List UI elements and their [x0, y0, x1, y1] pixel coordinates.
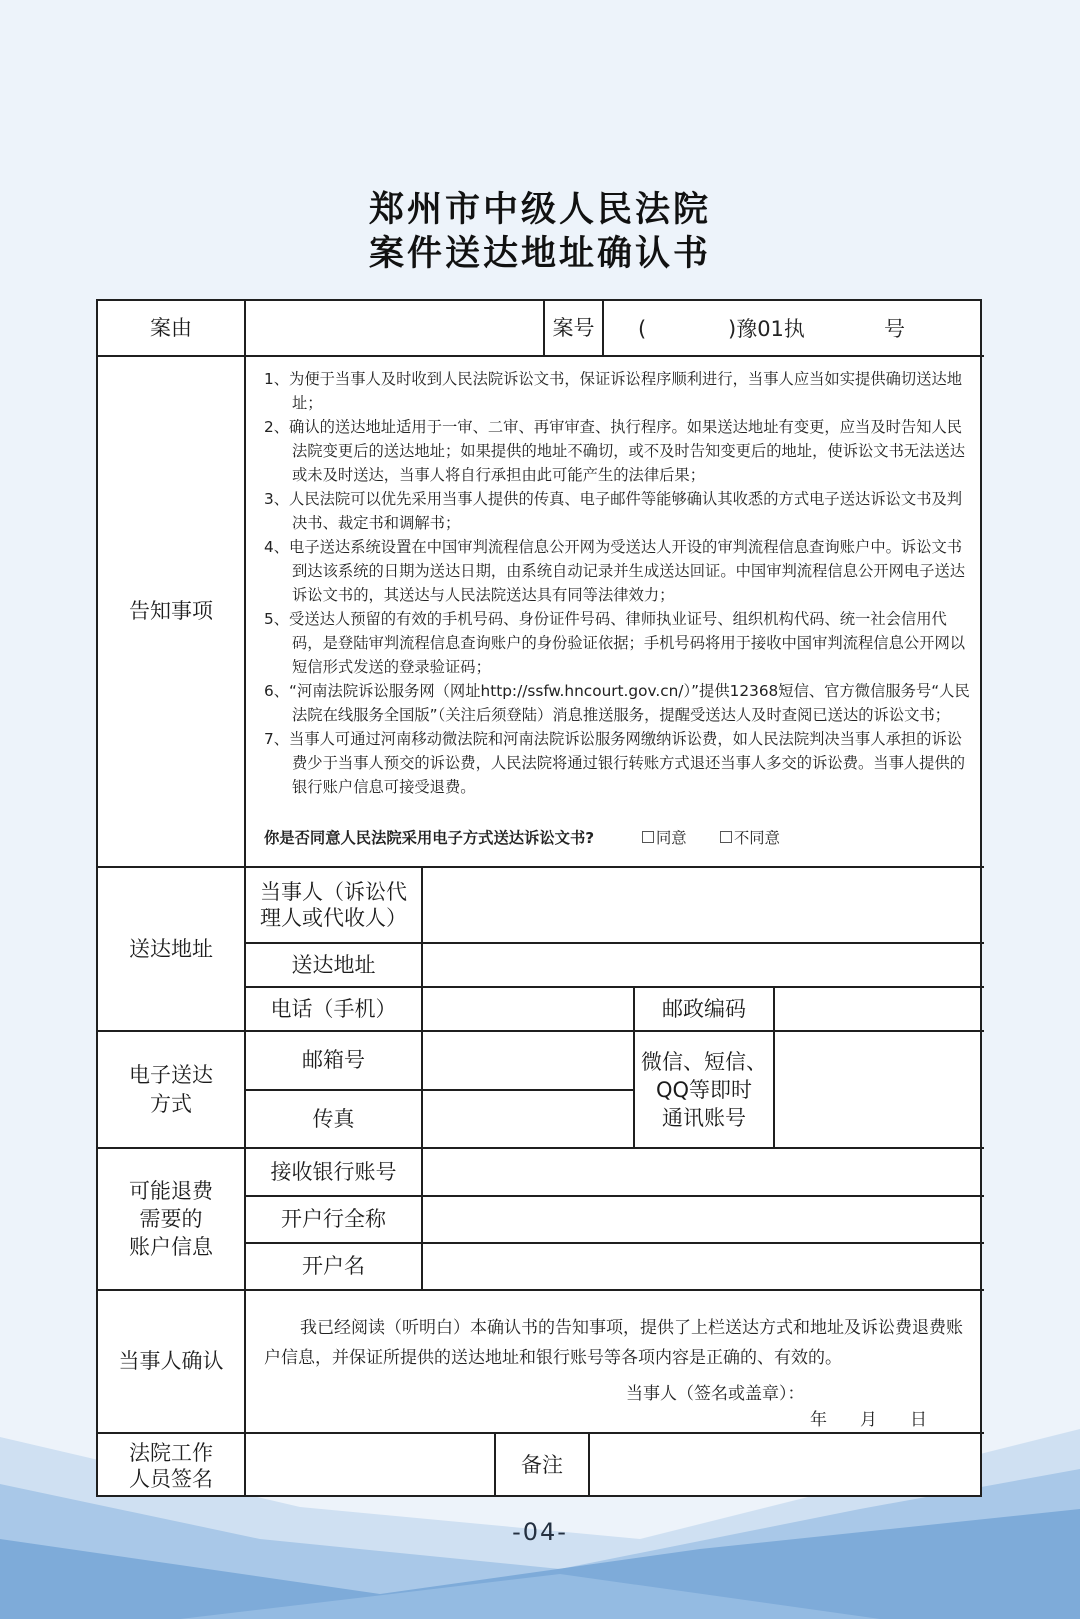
address-section-label: 送达地址 — [129, 936, 213, 961]
consent-question: 你是否同意人民法院采用电子方式送达诉讼文书? — [264, 829, 595, 847]
staff-label-line: 法院工作 — [129, 1440, 213, 1465]
confirmation-statement — [264, 1313, 976, 1373]
refund-label-line: 需要的 — [139, 1207, 203, 1231]
refund-label-line: 可能退费 — [129, 1179, 213, 1203]
email-field[interactable] — [423, 1032, 633, 1089]
fax-label: 传真 — [312, 1106, 355, 1131]
staff-label-line: 人员签名 — [129, 1466, 213, 1491]
refund-label-line: 账户信息 — [129, 1235, 213, 1259]
case-cause-label: 案由 — [150, 315, 192, 340]
party-field[interactable] — [423, 868, 980, 942]
disagree-checkbox[interactable] — [720, 831, 732, 843]
im-label-line: QQ等即时 — [655, 1077, 753, 1102]
agree-option[interactable] — [642, 826, 687, 848]
bank-name-label: 开户行全称 — [281, 1207, 386, 1231]
remark-label: 备注 — [521, 1453, 563, 1477]
notice-item: 1、为便于当事人及时收到人民法院诉讼文书，保证诉讼程序顺利进行，当事人应当如实提供确切送达地址； — [264, 370, 963, 412]
title-document-name: 案件送达地址确认书 — [368, 233, 711, 274]
bank-name-field[interactable] — [423, 1197, 980, 1242]
signature-prompt: 当事人（签名或盖章）： — [626, 1384, 805, 1404]
case-number-label: 案号 — [552, 315, 595, 340]
date-month-label: 月 — [860, 1410, 877, 1430]
court-staff-signature-field[interactable] — [246, 1434, 494, 1497]
phone-label: 电话（手机） — [270, 996, 397, 1021]
notice-item: 4、电子送达系统设置在中国审判流程信息公开网为受送达人开设的审判流程信息查询账户中。诉讼文书到达该系统的日期为送达日期，由系统自动记录并生成送达回证。中国审判流程信息公开网电子送达诉讼文书的，其送达与人民法院送达具有同等法律效力； — [264, 538, 966, 604]
party-label-line: 理人或代收人） — [260, 906, 407, 930]
notice-item: 6、“河南法院诉讼服务网（网址http://ssfw.hncourt.gov.cn/）”提供12368短信、官方微信服务号“人民法院在线服务全国版”（关注后须登陆）消息推送服务，提醒受送达人及时查阅已送达的诉讼文书； — [264, 682, 970, 724]
disagree-option[interactable] — [720, 826, 780, 848]
agree-checkbox[interactable] — [642, 831, 654, 843]
notice-item: 3、人民法院可以优先采用当事人提供的传真、电子邮件等能够确认其收悉的方式电子送达诉讼文书及判决书、裁定书和调解书； — [264, 490, 963, 532]
date-year-label: 年 — [810, 1410, 827, 1430]
phone-field[interactable] — [423, 988, 633, 1030]
electronic-method-label — [98, 1032, 244, 1147]
disagree-label: 不同意 — [734, 829, 780, 847]
case-cause-field[interactable] — [246, 301, 543, 355]
refund-account-label — [98, 1149, 244, 1289]
im-label-line: 通讯账号 — [662, 1105, 746, 1130]
im-label-line: 微信、短信、 — [641, 1049, 767, 1074]
postcode-label: 邮政编码 — [662, 996, 746, 1021]
case-number-suffix: 号 — [884, 317, 905, 341]
electronic-label-line: 电子送达 — [129, 1062, 213, 1087]
case-number-open-paren: ( — [638, 317, 647, 341]
bank-account-label: 接收银行账号 — [270, 1159, 397, 1184]
notice-label: 告知事项 — [129, 599, 213, 623]
delivery-address-field[interactable] — [423, 944, 980, 986]
notice-item: 2、确认的送达地址适用于一审、二审、再审审查、执行程序。如果送达地址有变更，应当及时告知人民法院变更后的送达地址；如果提供的地址不确切，或不及时告知变更后的地址，使诉讼文书无法送达或未及时送达，当事人将自行承担由此可能产生的法律后果； — [264, 418, 966, 484]
party-label-line: 当事人（诉讼代 — [260, 880, 407, 904]
bank-account-field[interactable] — [423, 1149, 980, 1195]
confirmation-text: 我已经阅读（听明白）本确认书的告知事项，提供了上栏送达方式和地址及诉讼费退费账户信息，并保证所提供的送达地址和银行账号等各项内容是正确的、有效的。 — [264, 1318, 963, 1368]
notice-list — [264, 367, 976, 799]
notice-item: 5、受送达人预留的有效的手机号码、身份证件号码、律师执业证号、组织机构代码、统一社会信用代码，是登陆审判流程信息查询账户的身份验证依据；手机号码将用于接收中国审判流程信息公开网以短信形式发送的登录验证码； — [264, 610, 966, 676]
case-number-field[interactable] — [604, 301, 980, 355]
notice-item: 7、当事人可通过河南移动微法院和河南法院诉讼服务网缴纳诉讼费，如人民法院判决当事人承担的诉讼费少于当事人预交的诉讼费，人民法院将通过银行转账方式退还当事人多交的诉讼费。当事人提供的银行账户信息可接受退费。 — [264, 730, 966, 796]
date-day-label: 日 — [910, 1410, 927, 1430]
electronic-label-line: 方式 — [150, 1091, 192, 1116]
remark-field[interactable] — [590, 1434, 980, 1497]
party-confirmation-label: 当事人确认 — [118, 1349, 224, 1373]
confirmation-form — [96, 299, 982, 1497]
fax-field[interactable] — [423, 1091, 633, 1147]
page-number: -04- — [512, 1518, 568, 1546]
delivery-address-label: 送达地址 — [291, 952, 376, 977]
account-name-label: 开户名 — [302, 1254, 365, 1278]
title-court-name: 郑州市中级人民法院 — [368, 189, 711, 230]
email-label: 邮箱号 — [302, 1048, 365, 1072]
instant-messaging-label — [635, 1032, 773, 1147]
postcode-field[interactable] — [775, 988, 980, 1030]
court-staff-signature-label — [98, 1434, 244, 1497]
agree-label: 同意 — [656, 829, 687, 847]
account-name-field[interactable] — [423, 1244, 980, 1289]
instant-messaging-field[interactable] — [775, 1032, 980, 1147]
case-number-court-code: )豫01执 — [728, 317, 805, 341]
party-label — [246, 868, 421, 942]
document-title — [0, 188, 1080, 276]
